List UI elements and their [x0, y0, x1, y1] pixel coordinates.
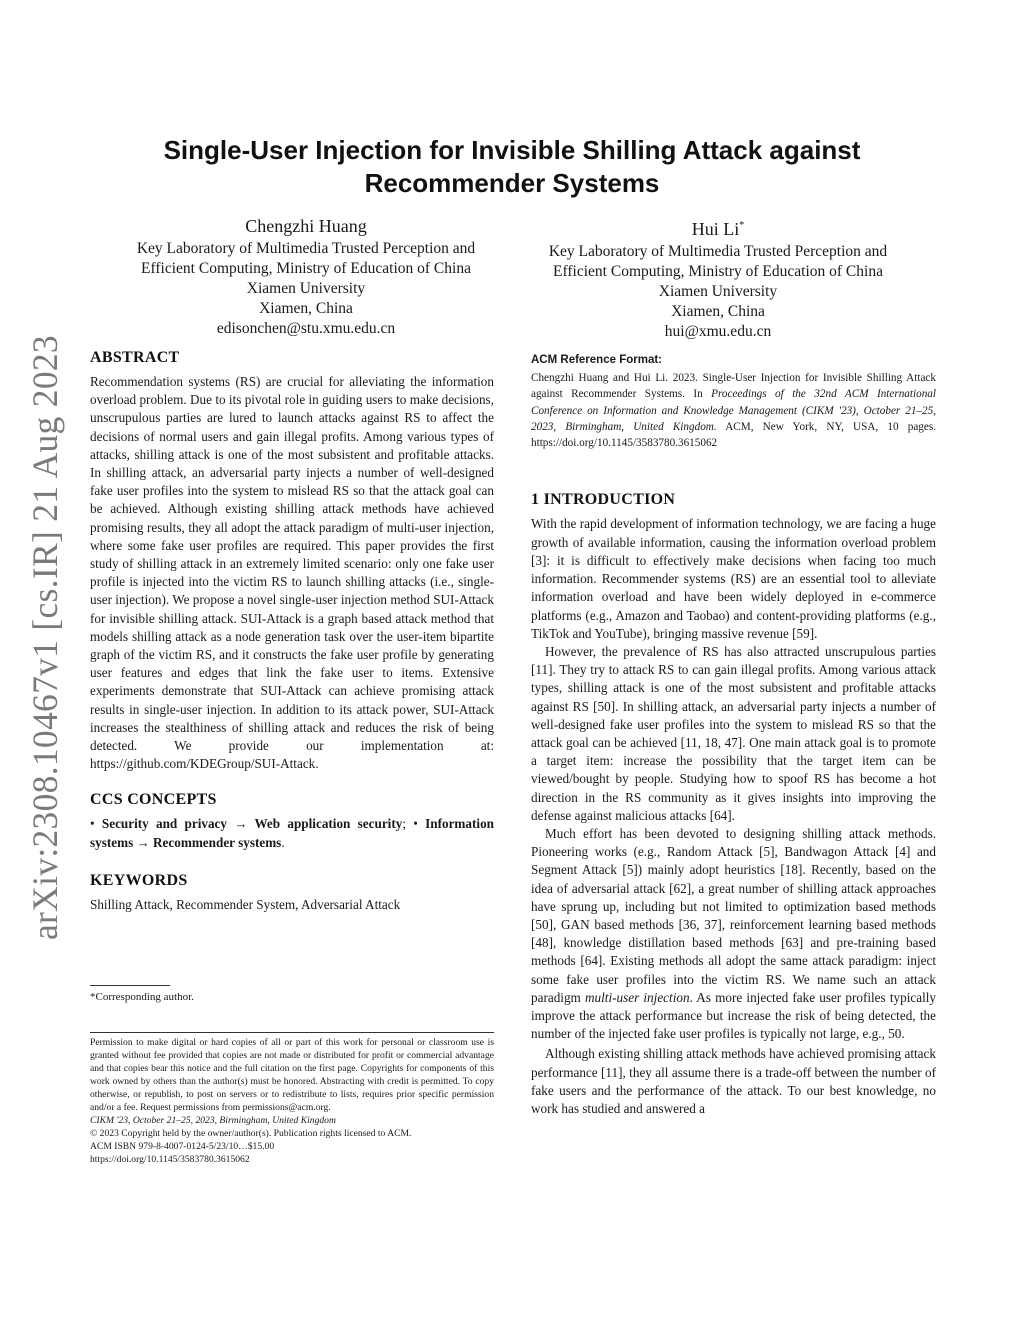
footnote: *Corresponding author. — [90, 991, 194, 1003]
author-university: Xiamen University — [246, 280, 366, 297]
copyright-line: © 2023 Copyright held by the owner/author(s). Publication rights licensed to ACM. — [90, 1128, 412, 1139]
corresponding-mark: * — [739, 220, 745, 231]
conference-line: CIKM '23, October 21–25, 2023, Birmingham, United Kingdom — [90, 1115, 336, 1126]
right-column — [531, 353, 936, 1118]
abstract-heading: ABSTRACT — [90, 349, 180, 366]
intro-paragraph-1: With the rapid development of information technology, we are facing a huge growth of available information, causing the information overload problem [3]: it is difficult to effectively make decisions when facing too much information. Recommender systems (RS) are an essential tool to alleviate information overload and have been widely deployed in e-commerce platforms (e.g., Amazon and Taobao) and content-providing platforms (e.g., TikTok and YouTube), bringing massive revenue [59]. — [531, 516, 936, 641]
author-block-2 — [508, 214, 928, 342]
author-location: Xiamen, China — [259, 300, 353, 317]
ccs-heading: CCS CONCEPTS — [90, 791, 217, 809]
permission-text: Permission to make digital or hard copies of all or part of this work for personal or classroom use is granted without fee provided that copies are not made or distributed for profit or commercial advantage and that copies bear this notice and the full citation on the first page. Copyrights for components of this work owned by others than the author(s) must be honored. Abstracting with credit is permitted. To copy otherwise, or republish, to post on servers or to redistribute to lists, requires prior specific permission and/or a fee. Request permissions from permissions@acm.org. — [90, 1037, 494, 1113]
intro-paragraph-4: Although existing shilling attack methods have achieved promising attack performance [11], they all assume there is a trade-off between the number of fake users and the performance of the attack. To our best knowledge, no work has studied and answered a — [531, 1046, 936, 1116]
author-email: edisonchen@stu.xmu.edu.cn — [216, 320, 396, 337]
intro-heading: 1 INTRODUCTION — [531, 491, 676, 509]
author-name: Chengzhi Huang — [245, 216, 367, 236]
footnote-rule — [90, 985, 170, 986]
isbn-line: ACM ISBN 979-8-4007-0124-5/23/10…$15.00 — [90, 1141, 275, 1152]
keywords-heading: KEYWORDS — [90, 871, 188, 889]
author-block-1 — [96, 214, 516, 339]
author-university: Xiamen University — [658, 283, 778, 300]
left-column — [90, 349, 494, 914]
paper-title: Single-User Injection for Invisible Shilling Attack against Recommender Systems — [163, 135, 861, 198]
acm-reference: Chengzhi Huang and Hui Li. 2023. Single-User Injection for Invisible Shilling Attack against Recommender Systems. In Proceedings of the 32nd ACM International Conference on Information and Knowledge Management (CIKM '23), October 21–25, 2023, Birmingham, United Kingdom. ACM, New York, NY, USA, 10 pages. https://doi.org/10.1145/3583780.3615062 — [531, 372, 937, 450]
author-affiliation: Efficient Computing, Ministry of Education of China — [553, 263, 883, 280]
intro-paragraph-3: Much effort has been devoted to designing shilling attack methods. Pioneering works (e.g., Random Attack [5], Bandwagon Attack [4] and Segment Attack [5]) mainly adopt heuristics [18]. Recently, based on the idea of adversarial attack [62], a great number of shilling attack approaches have sprung up, including but not limited to optimization based methods [50], GAN based methods [36, 37], reinforcement learning based methods [48], knowledge distillation based methods [63] and pre-training based methods [64]. Existing methods all adopt the same attack paradigm: inject some fake user profiles into the victim RS. We name such an attack paradigm multi-user injection. As more injected fake user profiles typically improve the attack performance but increase the risk of being detected, the number of the injected fake user profiles is typically not large, e.g., 50. — [531, 825, 936, 1042]
arxiv-identifier: arXiv:2308.10467v1 [cs.IR] 21 Aug 2023 — [25, 335, 65, 940]
author-location: Xiamen, China — [671, 303, 765, 320]
keywords-text: Shilling Attack, Recommender System, Adversarial Attack — [90, 896, 401, 912]
abstract-text: Recommendation systems (RS) are crucial for alleviating the information overload problem. Due to its pivotal role in guiding users to make decisions, unscrupulous parties are lured to launch attacks against RS to affect the decisions of normal users and gain illegal profits. Among various types of attacks, shilling attack is one of the most subsistent and profitable attacks. In shilling attack, an adversarial party injects a number of well-designed fake user profiles into the system to mislead RS so that the attack goal can be achieved. Although existing shilling attack methods have achieved promising results, they all adopt the attack paradigm of multi-user injection, where some fake user profiles are required. This paper provides the first study of shilling attack in an extremely limited scenario: only one fake user profile is injected into the victim RS to launch shilling attacks (i.e., single-user injection). We propose a novel single-user injection method SUI-Attack for invisible shilling attack. SUI-Attack is a graph based attack method that models shilling attack as a node generation task over the user-item bipartite graph of the victim RS, and it constructs the fake user profile by generating user features and edges that link the fake user to items. Extensive experiments demonstrate that SUI-Attack can achieve promising attack results in single-user injection. In addition to its attack power, SUI-Attack increases the stealthiness of shilling attack and reduces the risk of being detected. We provide our implementation at: https://github.com/KDEGroup/SUI-Attack. — [90, 374, 494, 772]
author-affiliation: Efficient Computing, Ministry of Education of China — [141, 260, 471, 277]
ccs-concepts: • Security and privacy → Web application security; • Information systems → Recommender systems. — [90, 816, 494, 850]
permission-rule — [90, 1032, 494, 1033]
author-affiliation: Key Laboratory of Multimedia Trusted Perception and — [136, 240, 476, 257]
permission-block — [90, 1036, 494, 1166]
acm-ref-heading: ACM Reference Format: — [531, 354, 662, 366]
author-name: Hui Li* — [691, 219, 745, 239]
author-email: hui@xmu.edu.cn — [664, 323, 772, 340]
author-affiliation: Key Laboratory of Multimedia Trusted Perception and — [548, 243, 888, 260]
intro-paragraph-2: However, the prevalence of RS has also attracted unscrupulous parties [11]. They try to attack RS to can gain illegal profits. Among various attack types, shilling attack is one of the most subsistent and profitable attacks against RS [50]. In shilling attack, an adversarial party injects a number of well-designed fake user profiles into the system to mislead RS so that the attack goal can be achieved [11, 18, 47]. One main attack goal is to promote a target item: increase the possibility that the target item can be viewed/bought by people. Studying how to spoof RS has become a hot direction in the RS community as it gives insights into improving the defense against malicious attacks [64]. — [531, 643, 936, 823]
doi-link[interactable]: https://doi.org/10.1145/3583780.3615062 — [90, 1154, 250, 1165]
